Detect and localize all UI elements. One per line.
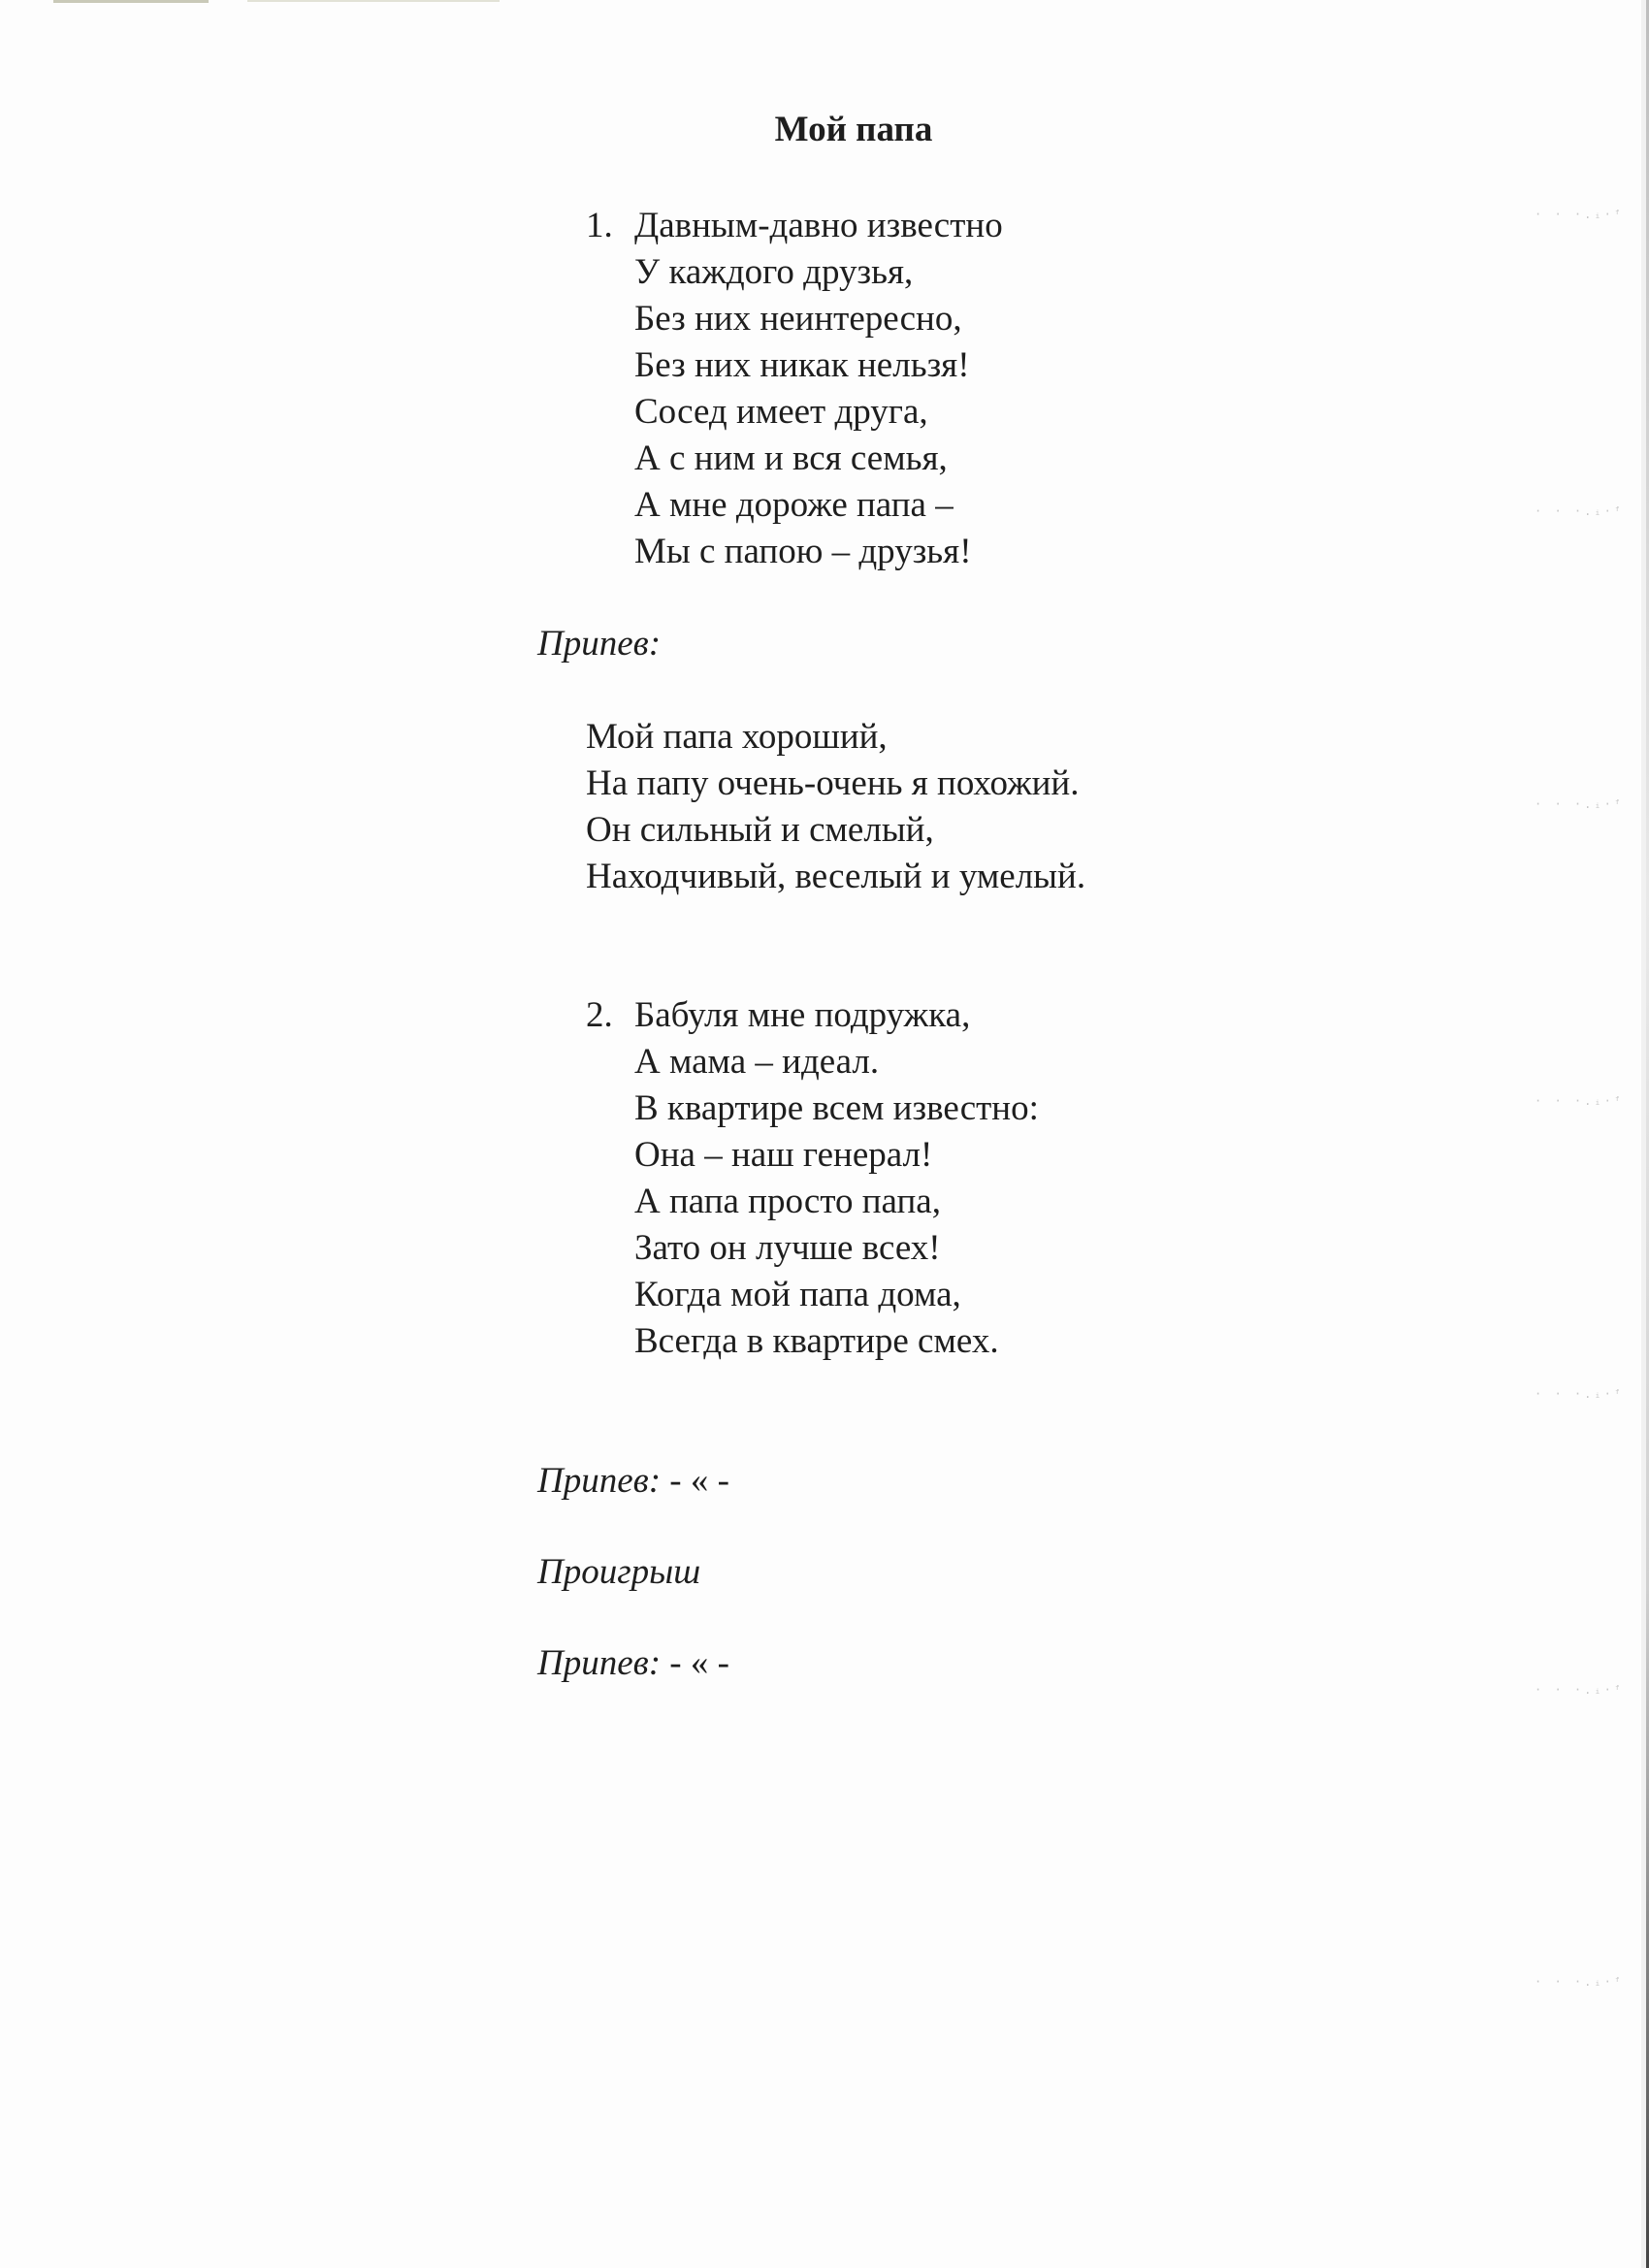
chorus-line: Мой папа хороший, bbox=[586, 717, 888, 757]
verse-1-line: Сосед имеет друга, bbox=[634, 392, 928, 432]
verse-2-line: Всегда в квартире смех. bbox=[634, 1321, 999, 1361]
bleed-through-mark: · · ·.ᵢ·ᶠ bbox=[1535, 797, 1625, 811]
chorus-line: Он сильный и смелый, bbox=[586, 810, 934, 850]
song-title: Мой папа bbox=[774, 110, 933, 149]
verse-2-line: В квартире всем известно: bbox=[634, 1088, 1039, 1128]
bleed-through-mark: · · ·.ᵢ·ᶠ bbox=[1535, 1387, 1625, 1401]
bleed-through-mark: · · ·.ᵢ·ᶠ bbox=[1535, 1683, 1625, 1697]
verse-1-line: А мне дороже папа – bbox=[634, 485, 954, 525]
bleed-through-mark: · · ·.ᵢ·ᶠ bbox=[1535, 208, 1625, 221]
verse-1-line: У каждого друзья, bbox=[634, 252, 914, 292]
chorus-repeat-2-mark: - « - bbox=[669, 1643, 729, 1683]
verse-2-line: Когда мой папа дома, bbox=[634, 1275, 961, 1314]
bleed-through-mark: · · ·.ᵢ·ᶠ bbox=[1535, 504, 1625, 518]
verse-1-line: Без них неинтересно, bbox=[634, 299, 962, 339]
scan-artifact-top-mid bbox=[247, 0, 500, 2]
verse-2-number: 2. bbox=[586, 995, 613, 1035]
chorus-repeat-1-mark: - « - bbox=[669, 1461, 729, 1501]
chorus-repeat-1 bbox=[537, 1458, 729, 1505]
interlude-label: Проигрыш bbox=[537, 1552, 701, 1592]
verse-1-line: Давным-давно известно bbox=[634, 206, 1003, 245]
verse-1-number: 1. bbox=[586, 206, 613, 245]
verse-1-line: Без них никак нельзя! bbox=[634, 345, 970, 385]
verse-2-line: А папа просто папа, bbox=[634, 1182, 941, 1221]
verse-2-line: А мама – идеал. bbox=[634, 1042, 880, 1082]
verse-2-line: Зато он лучше всех! bbox=[634, 1228, 941, 1268]
chorus-repeat-1-label: Припев: bbox=[537, 1461, 662, 1501]
verse-1-line: А с ним и вся семья, bbox=[634, 438, 948, 478]
chorus-repeat-2-label: Припев: bbox=[537, 1643, 662, 1683]
chorus-label: Припев: bbox=[537, 624, 662, 664]
verse-1-line: Мы с папою – друзья! bbox=[634, 532, 972, 571]
chorus-line: Находчивый, веселый и умелый. bbox=[586, 857, 1086, 896]
bleed-through-mark: · · ·.ᵢ·ᶠ bbox=[1535, 1975, 1625, 1989]
verse-2-line: Бабуля мне подружка, bbox=[634, 995, 971, 1035]
bleed-through-mark: · · ·.ᵢ·ᶠ bbox=[1535, 1094, 1625, 1108]
verse-2-line: Она – наш генерал! bbox=[634, 1135, 933, 1175]
chorus-line: На папу очень-очень я похожий. bbox=[586, 763, 1080, 803]
chorus-repeat-2 bbox=[537, 1640, 729, 1687]
scan-artifact-top-left bbox=[53, 0, 209, 3]
